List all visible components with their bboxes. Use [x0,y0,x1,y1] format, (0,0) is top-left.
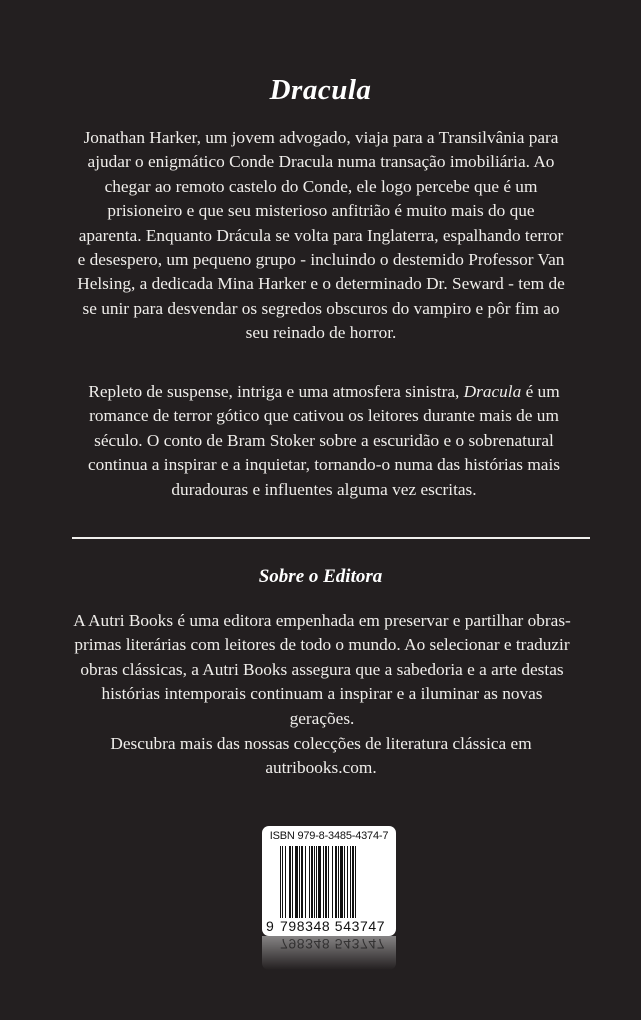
praise-paragraph [70,380,578,502]
section-divider [72,537,590,539]
barcode-reflection [262,936,396,970]
reflection-digits: 798348 543747 [280,936,386,952]
praise-text-after: é um romance de terror gótico que cativou os leitores durante mais de um século. O conto de Bram Stoker sobre a escuridão e o sobrenatural continua a inspirar e a inquietar, tornando-o numa das histórias mais duradouras e influentes alguma vez escritas. [87,382,560,499]
publisher-heading: Sobre o Editora [258,566,383,587]
praise-title-italic: Dracula [463,382,522,401]
synopsis-paragraph: Jonathan Harker, um jovem advogado, viaja para a Transilvânia para ajudar o enigmático Conde Dracula numa transação imobiliária. Ao chegar ao remoto castelo do Conde, ele logo percebe que é um prisioneiro e que seu misterioso anfitrião é muito mais do que aparenta. Enquanto Drácula se volta para Inglaterra, espalhando terror e desespero, um pequeno grupo - incluindo o destemido Professor Van Helsing, a dedicada Mina Harker e o determinado Dr. Seward - tem de se unir para desvendar os segredos obscuros do vampiro e pôr fim ao seu reinado de horror. [77,128,565,343]
publisher-cta-paragraph: Descubra mais das nossas colecções de literatura clássica em autribooks.com. [110,734,532,778]
publisher-about-paragraph: A Autri Books é uma editora empenhada em preservar e partilhar obras-primas literárias com leitores de todo o mundo. Ao selecionar e traduzir obras clássicas, a Autri Books assegura que a sabedoria e a arte destas histórias intemporais continuam a inspirar e a iluminar as novas gerações. [73,611,571,728]
barcode-bars-icon [280,846,386,918]
isbn-digit-groups: 798348 543747 [280,918,386,934]
isbn-barcode [262,826,396,936]
praise-text-before: Repleto de suspense, intriga e uma atmosfera sinistra, [88,382,464,401]
isbn-first-digit: 9 [266,918,274,934]
isbn-label: ISBN 979-8-3485-4374-7 [269,830,389,842]
book-title: Dracula [269,74,372,106]
